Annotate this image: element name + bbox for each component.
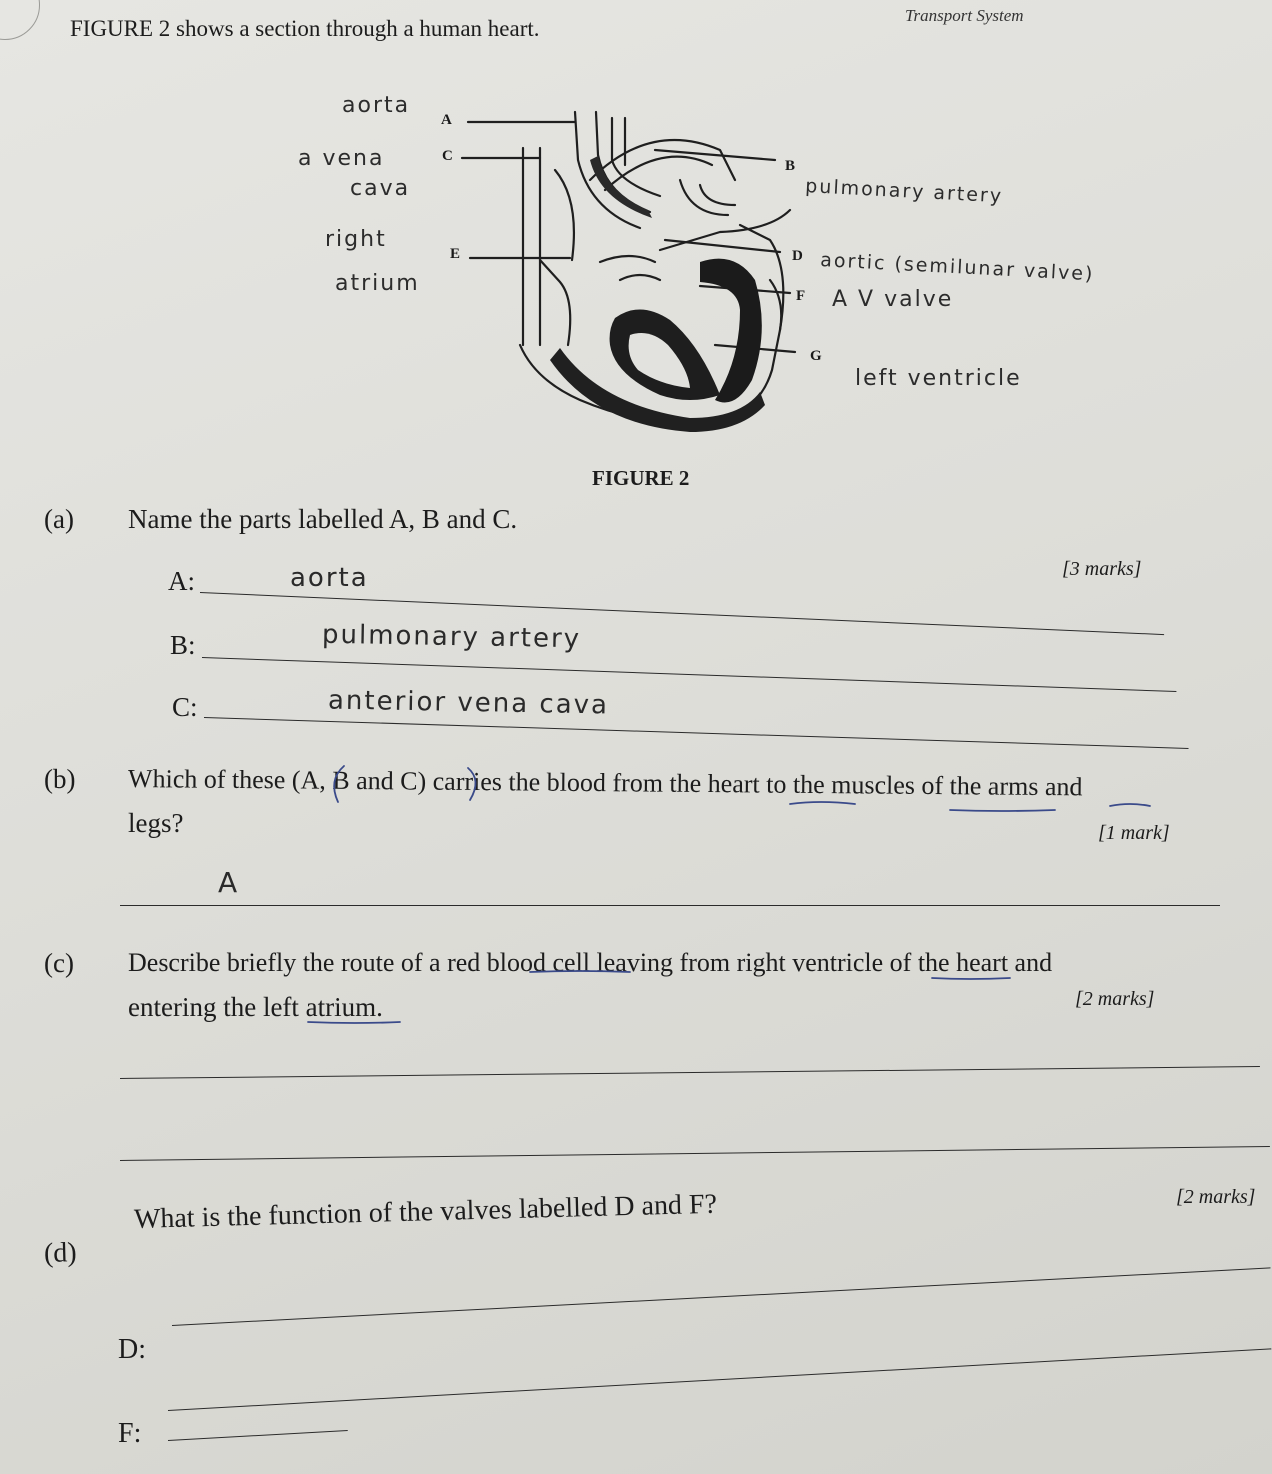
student-underlines-c [300,960,1060,1030]
answer-c-label: C: [172,692,198,722]
note-f: A V valve [832,287,954,312]
note-right-2: atrium [335,271,420,296]
question-b-label: (b) [44,764,76,794]
note-right-1: right [325,227,387,252]
question-c-label: (c) [44,948,74,978]
section-header: Transport System [905,6,1024,25]
answer-a-label: A: [168,566,195,596]
note-vena-2: cava [350,176,411,201]
label-d: D [792,248,803,264]
label-f: F [796,288,806,304]
label-b: B [785,158,796,174]
answer-f-label: F: [118,1418,142,1449]
student-ink-marks [320,758,1220,828]
question-a-marks: [3 marks] [1062,558,1142,580]
label-c: C [442,148,453,164]
answer-c-line-1[interactable] [120,1066,1260,1079]
question-b-text-2: legs? [128,808,184,838]
answer-a-text: aorta [290,563,369,593]
note-vena-1: a vena [298,146,385,171]
answer-d-line-1[interactable] [172,1267,1271,1326]
answer-b-line[interactable] [120,905,1220,906]
note-d: aortic (semilunar valve) [819,249,1095,286]
heart-diagram [0,0,1272,470]
note-g: left ventricle [855,366,1022,391]
intro-text: FIGURE 2 shows a section through a human heart. [70,16,540,41]
note-aorta: aorta [342,93,411,118]
answer-b-text: pulmonary artery [321,619,582,655]
answer-c-line[interactable] [204,717,1189,749]
leader-line-b [655,150,775,160]
question-d-label: (d) [43,1237,78,1269]
answer-d-line-2[interactable] [168,1348,1271,1411]
question-a-label: (a) [44,504,74,534]
question-d-text: What is the function of the valves labelled D and F? [133,1188,718,1235]
answer-c-line-2[interactable] [120,1146,1270,1161]
question-d-marks: [2 marks] [1176,1186,1256,1208]
answer-c-text: anterior vena cava [327,685,610,721]
figure-caption: FIGURE 2 [592,466,690,490]
question-a-text: Name the parts labelled A, B and C. [128,504,518,534]
answer-f-line[interactable] [168,1430,348,1441]
label-a: A [441,112,452,128]
label-e: E [450,246,461,262]
answer-b-label: B: [170,630,196,660]
leader-line-d [665,240,780,252]
note-b: pulmonary artery [804,175,1004,208]
question-c-text-2: entering the left atrium. [128,992,383,1022]
question-b-text-1: Which of these (A, B and C) carries the blood from the heart to the muscles of the arms and [127,764,1083,802]
question-c-marks: [2 marks] [1075,988,1155,1010]
question-b-marks: [1 mark] [1098,822,1170,844]
question-c-text-1: Describe briefly the route of a red blood cell leaving from right ventricle of the heart and [128,948,1053,977]
answer-d-label: D: [118,1334,146,1365]
label-g: G [810,348,822,364]
answer-b-text: A [218,866,240,899]
